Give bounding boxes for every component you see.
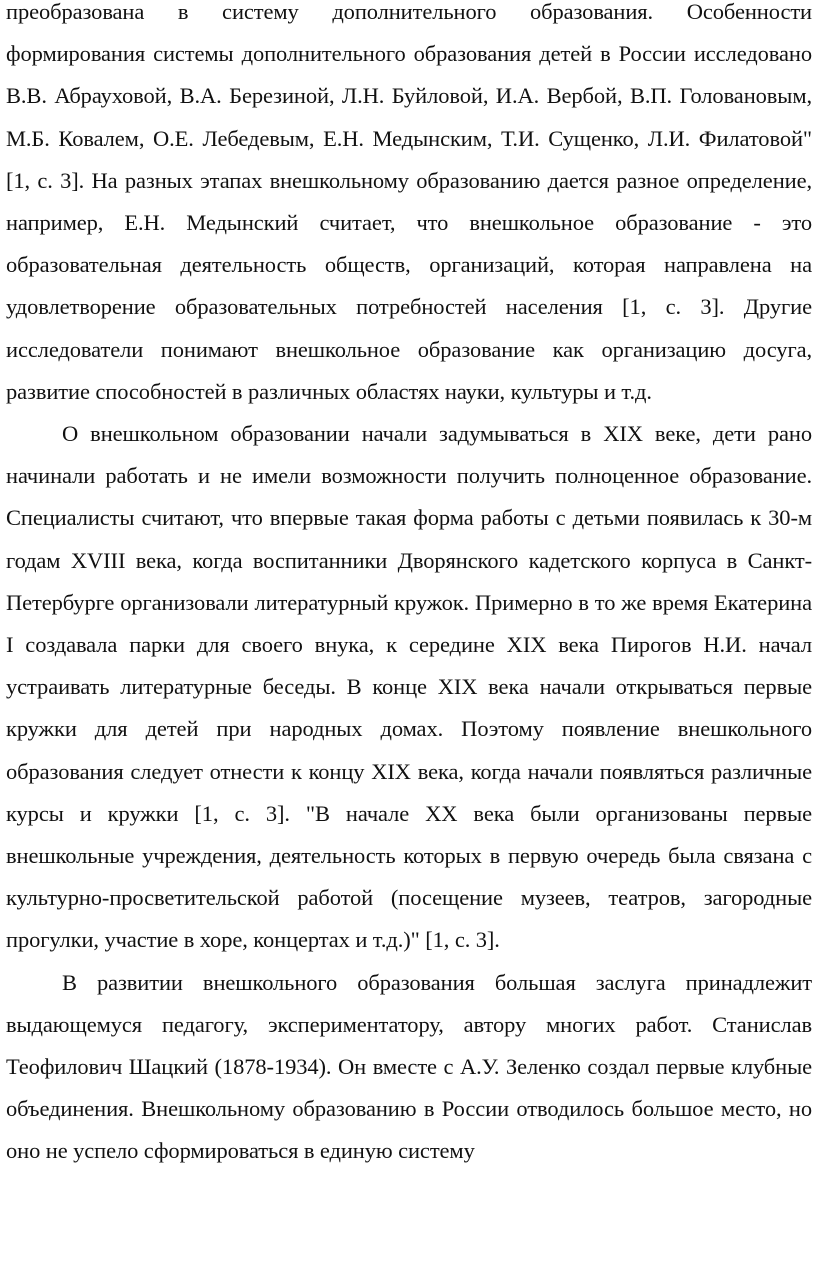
paragraph-1: преобразована в систему дополнительного образования. Особенности формирования системы дополнительного образования детей в России исследовано В.В. Абрауховой, В.А. Березиной, Л.Н. Буйловой, И.А. Вербой, В.П. Головановым, М.Б. Ковалем, О.Е. Лебедевым, Е.Н. Медынским, Т.И. Сущенко, Л.И. Филатовой" [1, с. 3]. На разных этапах внешкольному образованию дается разное определение, например, Е.Н. Медынский считает, что внешкольное образование - это образовательная деятельность обществ, организаций, которая направлена на удовлетворение образовательных потребностей населения [1, с. 3]. Другие исследователи понимают внешкольное образование как организацию досуга, развитие способностей в различных областях науки, культуры и т.д.: [6, 0, 812, 404]
paragraph-3: В развитии внешкольного образования большая заслуга принадлежит выдающемуся педагогу, экспериментатору, автору многих работ. Станислав Теофилович Шацкий (1878-1934). Он вместе с А.У. Зеленко создал первые клубные объединения. Внешкольному образованию в России отводилось большое место, но оно не успело сформироваться в единую систему: [6, 969, 812, 1164]
paragraph-2: О внешкольном образовании начали задумываться в XIX веке, дети рано начинали работать и не имели возможности получить полноценное образование. Специалисты считают, что впервые такая форма работы с детьми появилась к 30-м годам XVIII века, когда воспитанники Дворянского кадетского корпуса в Санкт-Петербурге организовали литературный кружок. Примерно в то же время Екатерина I создавала парки для своего внука, к середине XIX века Пирогов Н.И. начал устраивать литературные беседы. В конце XIX века начали открываться первые кружки для детей при народных домах. Поэтому появление внешкольного образования следует отнести к концу XIX века, когда начали появляться различные курсы и кружки [1, с. 3]. "В начале XX века были организованы первые внешкольные учреждения, деятельность которых в первую очередь была связана с культурно-просветительской работой (посещение музеев, театров, загородные прогулки, участие в хоре, концертах и т.д.)" [1, с. 3].: [6, 421, 812, 953]
